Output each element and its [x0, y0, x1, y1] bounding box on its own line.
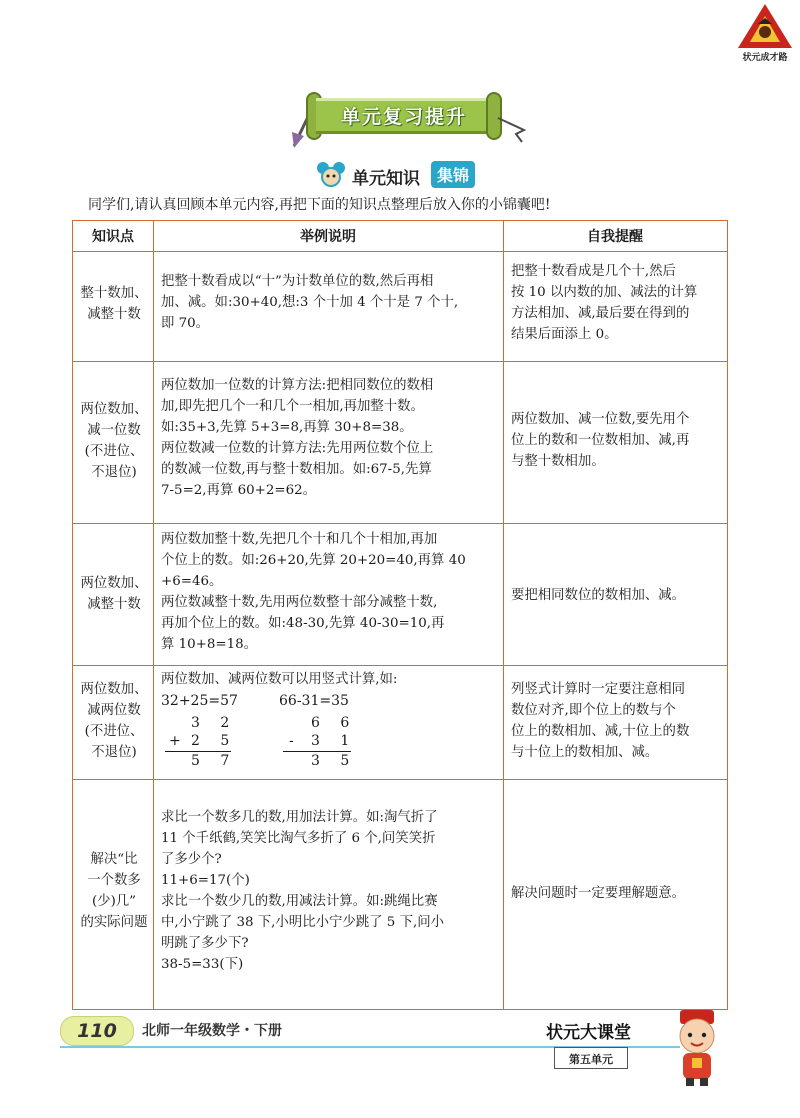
calc-b-rule [283, 751, 351, 752]
tip-line: 与整十数相加。 [511, 454, 605, 469]
header-topic: 知识点 [92, 229, 134, 245]
topic-line: (不进位、 [84, 444, 144, 459]
row2-topic [75, 399, 153, 483]
topic-line: 一个数多 [87, 873, 141, 888]
tip-line: 数位对齐,即个位上的数与个 [511, 703, 676, 718]
knowledge-table [72, 220, 728, 1010]
tip-line: 要把相同数位的数相加、减。 [511, 588, 686, 603]
topic-line: 整十数加、 [80, 286, 148, 301]
example-line: 11+6=17(个) [161, 873, 250, 888]
publisher-logo [736, 2, 794, 64]
example-line: 即 70。 [161, 316, 210, 331]
example-line: 再加个位上的数。如:48-30,先算 40-30=10,再 [161, 616, 445, 631]
tip-line: 列竖式计算时一定要注意相同 [511, 682, 686, 697]
row3-topic [75, 573, 153, 615]
page-number-badge [60, 1016, 134, 1046]
tip-line: 两位数加、减一位数,要先用个 [511, 412, 690, 427]
example-line: 11 个千纸鹤,笑笑比淘气多折了 6 个,问笑笑折 [161, 831, 436, 846]
table-col-divider [503, 221, 504, 1009]
tassel-icon [496, 116, 526, 144]
logo-text: 状元成才路 [742, 53, 788, 63]
calc-a-top: 3 2 [191, 715, 238, 731]
row5-tip [511, 883, 725, 904]
row4-example [161, 669, 499, 690]
unit-label: 第五单元 [569, 1053, 613, 1066]
unit-review-banner [286, 90, 528, 146]
tip-line: 把整十数看成是几个十,然后 [511, 264, 676, 279]
topic-line: 不退位) [91, 745, 137, 760]
calc-a-bottom: 2 5 [191, 733, 238, 749]
example-line: 明跳了多少下? [161, 936, 249, 951]
calc-a-result: 5 7 [191, 753, 238, 769]
topic-line: 两位数加、 [80, 576, 148, 591]
calc-a-equation: 32+25=57 [161, 693, 238, 709]
table-row-divider [73, 779, 727, 780]
topic-line: 的实际问题 [80, 915, 148, 930]
table-row-divider [73, 665, 727, 666]
section-tag: 集锦 [431, 161, 475, 188]
calc-b-bottom: 3 1 [311, 733, 358, 749]
row3-tip [511, 585, 725, 606]
example-line: 38-5=33(下) [161, 957, 244, 972]
row1-topic [75, 283, 153, 325]
example-line: 两位数加整十数,先把几个十和几个十相加,再加 [161, 532, 438, 547]
example-line: 7-5=2,再算 60+2=62。 [161, 483, 317, 498]
brand-name: 状元大课堂 [546, 1023, 631, 1043]
example-line: 两位数减整十数,先用两位数整十部分减整十数, [161, 595, 438, 610]
row5-example [161, 807, 499, 975]
topic-line: 解决“比 [90, 852, 138, 867]
calc-b-result: 3 5 [311, 753, 358, 769]
scholar-mascot-icon [666, 1008, 728, 1088]
example-line: 中,小宁跳了 38 下,小明比小宁少跳了 5 下,问小 [161, 915, 444, 930]
tip-line: 与十位上的数相加、减。 [511, 745, 659, 760]
unit-tag [554, 1047, 628, 1069]
tip-line: 位上的数和一位数相加、减,再 [511, 433, 690, 448]
tip-line: 结果后面添上 0。 [511, 327, 618, 342]
banner-title: 单元复习提升 [340, 106, 467, 128]
row1-tip [511, 261, 725, 345]
example-line: 的数减一位数,再与整十数相加。如:67-5,先算 [161, 462, 432, 477]
calc-b-top: 6 6 [311, 715, 358, 731]
header-tip: 自我提醒 [587, 229, 643, 245]
table-row-divider [73, 361, 727, 362]
example-line: 两位数加一位数的计算方法:把相同数位的数相 [161, 378, 434, 393]
example-line: 两位数加、减两位数可以用竖式计算,如: [161, 672, 398, 687]
example-line: 把整十数看成以“十”为计数单位的数,然后再相 [161, 274, 434, 289]
row2-example [161, 375, 499, 501]
section-heading [316, 160, 486, 188]
table-row-divider [73, 523, 727, 524]
row4-topic [75, 679, 153, 763]
mouse-mascot-icon [316, 160, 346, 188]
book-title: 北师一年级数学・下册 [142, 1023, 282, 1039]
topic-line: 减两位数 [87, 703, 141, 718]
tip-line: 位上的数相加、减,十位上的数 [511, 724, 690, 739]
example-line: 如:35+3,先算 5+3=8,再算 30+8=38。 [161, 420, 413, 435]
topic-line: (不进位、 [84, 724, 144, 739]
row3-example [161, 529, 499, 655]
header-example: 举例说明 [300, 229, 356, 245]
example-line: 求比一个数多几的数,用加法计算。如:淘气折了 [161, 810, 438, 825]
example-line: +6=46。 [161, 574, 223, 589]
tip-line: 解决问题时一定要理解题意。 [511, 886, 686, 901]
topic-line: 减一位数 [87, 423, 141, 438]
row4-tip [511, 679, 725, 763]
table-col-divider [153, 221, 154, 1009]
row2-tip [511, 409, 725, 472]
logo-emblem-icon [736, 2, 794, 50]
example-line: 个位上的数。如:26+20,先算 20+20=40,再算 40 [161, 553, 466, 568]
calc-b-operator: - [289, 733, 302, 749]
row5-topic [75, 849, 153, 933]
topic-line: 两位数加、 [80, 402, 148, 417]
topic-line: 减整十数 [87, 597, 141, 612]
table-row-divider [73, 251, 727, 252]
calc-b-equation: 66-31=35 [279, 693, 349, 709]
example-line: 加,即先把几个一和几个一相加,再加整十数。 [161, 399, 424, 414]
example-line: 求比一个数少几的数,用减法计算。如:跳绳比赛 [161, 894, 438, 909]
calc-a-rule [165, 751, 231, 752]
tip-line: 按 10 以内数的加、减法的计算 [511, 285, 698, 300]
topic-line: 减整十数 [87, 307, 141, 322]
calc-a-operator: + [169, 733, 189, 749]
topic-line: (少)几” [91, 894, 137, 909]
topic-line: 两位数加、 [80, 682, 148, 697]
section-label: 单元知识 [352, 169, 420, 189]
example-line: 两位数减一位数的计算方法:先用两位数个位上 [161, 441, 434, 456]
row1-example [161, 271, 499, 334]
example-line: 算 10+8=18。 [161, 637, 258, 652]
example-line: 了多少个? [161, 852, 222, 867]
topic-line: 不退位) [91, 465, 137, 480]
page-number: 110 [77, 1020, 117, 1042]
tip-line: 方法相加、减,最后要在得到的 [511, 306, 690, 321]
example-line: 加、减。如:30+40,想:3 个十加 4 个十是 7 个十, [161, 295, 459, 310]
intro-text: 同学们,请认真回顾本单元内容,再把下面的知识点整理后放入你的小锦囊吧! [88, 197, 551, 213]
